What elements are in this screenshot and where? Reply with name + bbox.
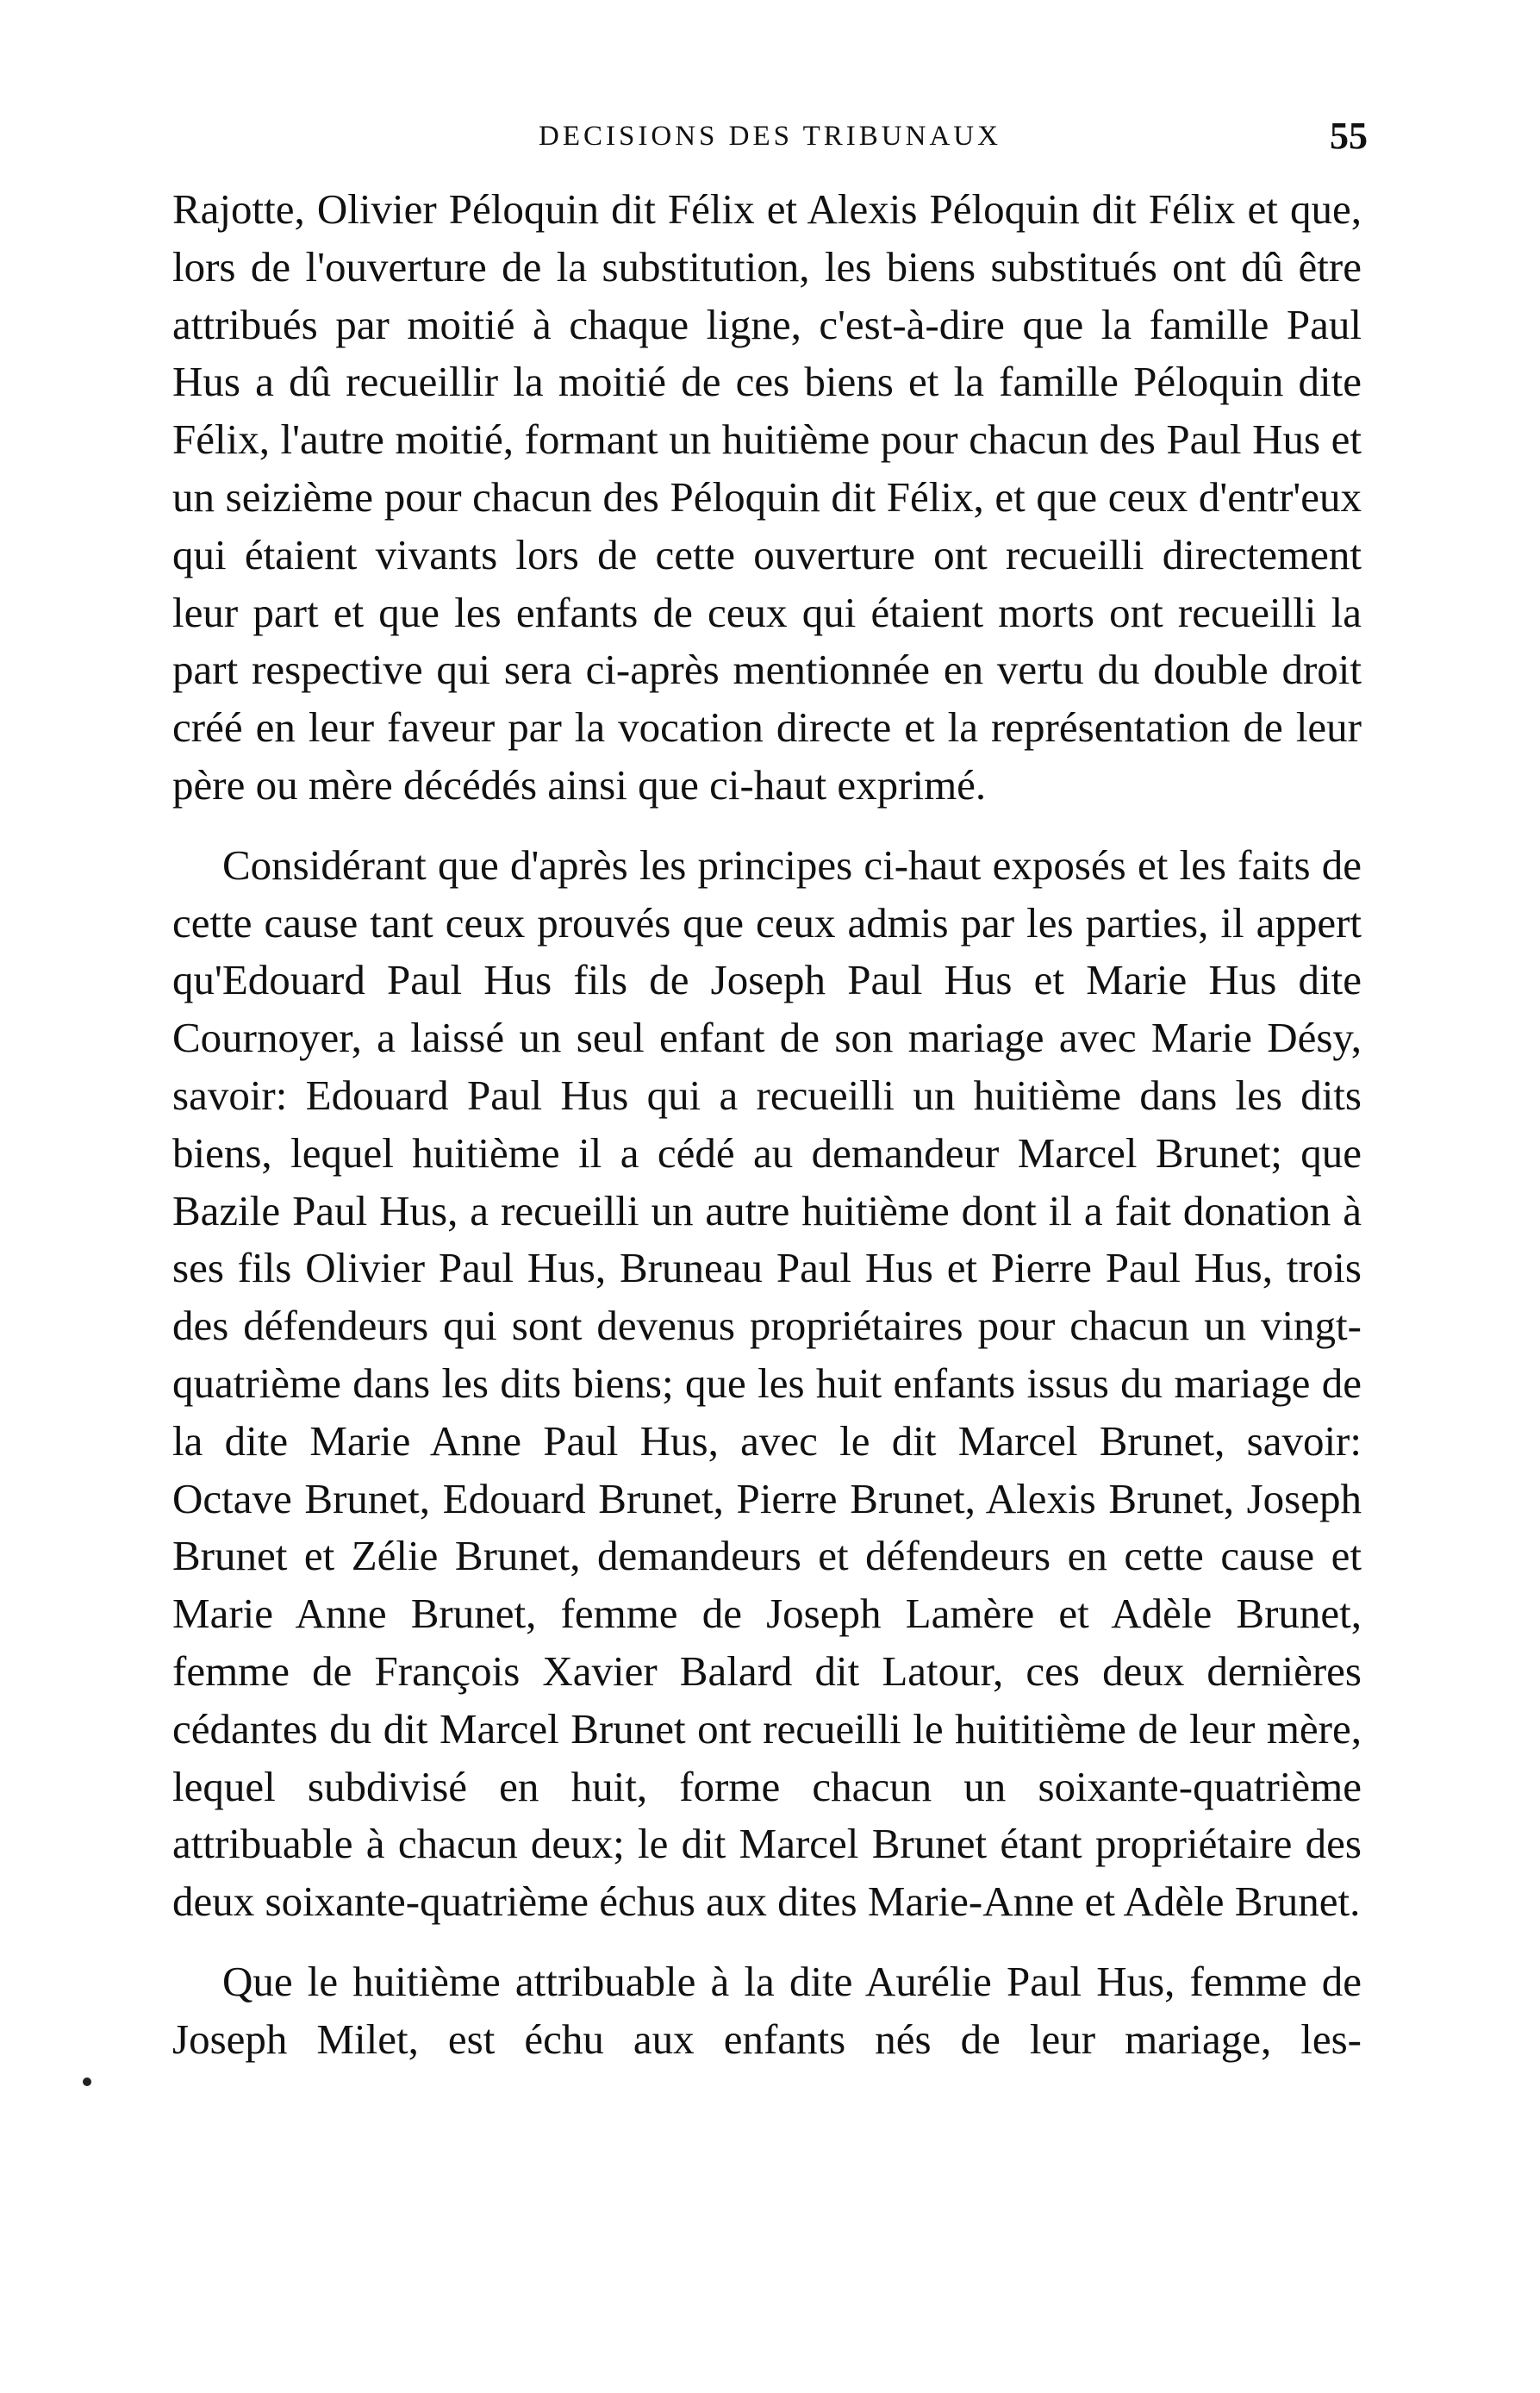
running-header bbox=[172, 110, 1368, 162]
paragraph-2: Considérant que d'après les principes ci-haut exposés et les faits de cette cause tant ceux prouvés que ceux admis par les parties, il appert qu'Edouard Paul Hus fils de Joseph Paul Hus et Marie Hus dite Cournoyer, a laissé un seul enfant de son mariage avec Marie Désy, savoir: Edouard Paul Hus qui a recueilli un huitième dans les dits biens, lequel huitième il a cédé au demandeur Marcel Brunet; que Bazile Paul Hus, a recueilli un autre huitième dont il a fait donation à ses fils Olivier Paul Hus, Bruneau Paul Hus et Pierre Paul Hus, trois des défendeurs qui sont devenus propriétaires pour chacun un vingt-quatrième dans les dits biens; que les huit enfants issus du mariage de la dite Marie Anne Paul Hus, avec le dit Marcel Brunet, savoir: Octave Brunet, Edouard Brunet, Pierre Brunet, Alexis Brunet, Joseph Brunet et Zélie Brunet, demandeurs et défendeurs en cette cause et Marie Anne Brunet, femme de Joseph Lamère et Adèle Brunet, femme de François Xavier Balard dit Latour, ces deux dernières cédantes du dit Marcel Brunet ont recueilli le huititième de leur mère, lequel subdivisé en huit, forme chacun un soixante-quatrième attribuable à chacun deux; le dit Marcel Brunet étant propriétaire des deux soixante-quatrième échus aux dites Marie-Anne et Adèle Brunet. bbox=[172, 840, 1362, 1926]
running-title: DECISIONS DES TRIBUNAUX bbox=[539, 121, 1001, 152]
paragraph-3: Que le huitième attribuable à la dite Aurélie Paul Hus, femme de Joseph Milet, est échu aux enfants nés de leur mariage, les- bbox=[172, 1957, 1362, 2063]
page-number: 55 bbox=[1330, 115, 1368, 157]
margin-dot-mark bbox=[83, 2077, 91, 2086]
paragraph-1: Rajotte, Olivier Péloquin dit Félix et Alexis Péloquin dit Félix et que, lors de l'ouverture de la substitution, les biens substitués ont dû être attribués par moitié à chaque ligne, c'est-à-dire que la famille Paul Hus a dû recueillir la moitié de ces biens et la famille Péloquin dite Félix, l'autre moitié, formant un huitième pour chacun des Paul Hus et un seizième pour chacun des Péloquin dit Félix, et que ceux d'entr'eux qui étaient vivants lors de cette ouverture ont recueilli directement leur part et que les enfants de ceux qui étaient morts ont recueilli la part respective qui sera ci-après mentionnée en vertu du double droit créé en leur faveur par la vocation directe et la représentation de leur père ou mère décédés ainsi que ci-haut exprimé. bbox=[172, 185, 1362, 809]
body-text bbox=[172, 181, 1362, 2069]
